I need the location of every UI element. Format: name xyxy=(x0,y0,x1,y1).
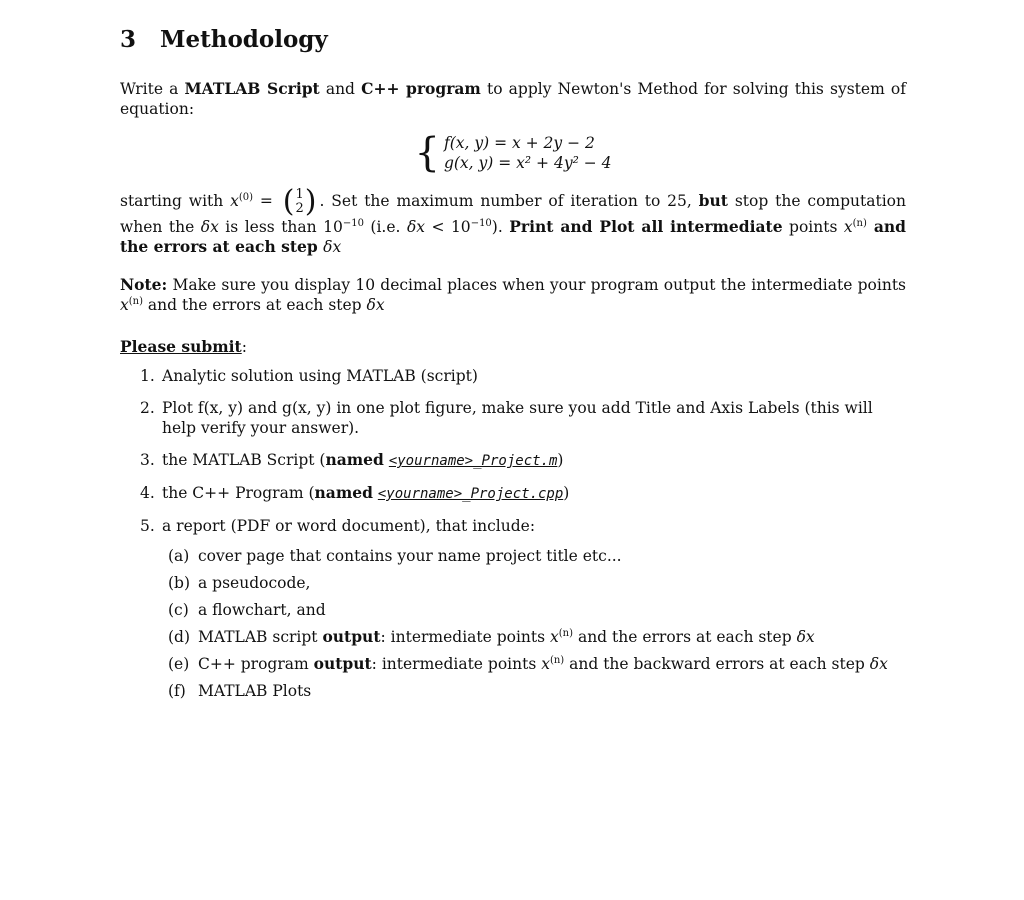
start-text: starting with xyxy=(120,192,231,210)
start-text: is less than 10 xyxy=(218,218,343,236)
list-bold: named xyxy=(325,450,384,469)
sublist-bold: output xyxy=(313,654,372,673)
math-x: x xyxy=(120,296,129,314)
list-label: 2. xyxy=(140,399,155,417)
start-text: . Set the maximum number of iteration to 25, xyxy=(319,192,699,210)
superscript: (0) xyxy=(238,191,254,203)
system-brace: { xyxy=(414,130,440,176)
sublist-item xyxy=(162,654,906,674)
math-x: x xyxy=(230,192,239,210)
start-text: (i.e. xyxy=(363,218,407,236)
submit-title: Please submit xyxy=(120,337,242,356)
start-text: < 10 xyxy=(425,218,471,236)
list-text: ) xyxy=(563,484,570,502)
list-text: ) xyxy=(557,451,564,469)
math-x: x xyxy=(550,628,559,646)
start-bold: but xyxy=(698,191,728,210)
intro-text: Write a xyxy=(120,80,185,98)
superscript: −10 xyxy=(342,217,364,229)
submit-list xyxy=(120,366,906,701)
sublist-label: (a) xyxy=(168,547,190,565)
math-dx: δx xyxy=(796,628,815,646)
intro-matlab: MATLAB Script xyxy=(184,79,320,98)
vector-cell: 1 xyxy=(295,187,304,202)
list-label: 4. xyxy=(140,484,155,502)
list-item xyxy=(120,483,906,504)
sublist-text: MATLAB script xyxy=(198,628,323,646)
sublist-bold: output xyxy=(322,627,381,646)
list-text: the C++ Program ( xyxy=(162,484,315,502)
section-number: 3 xyxy=(120,26,137,53)
list-label: 5. xyxy=(140,517,155,535)
section-heading xyxy=(120,26,906,53)
sublist-text: a flowchart, and xyxy=(198,601,326,619)
superscript: (n) xyxy=(852,217,867,229)
sublist-label: (f) xyxy=(168,682,186,700)
intro-text: and xyxy=(319,80,362,98)
list-bold: named xyxy=(314,483,373,502)
list-item xyxy=(120,366,906,386)
equation-system xyxy=(120,130,906,176)
intro-paragraph xyxy=(120,79,906,119)
sublist-text: : intermediate points xyxy=(380,628,551,646)
list-text: Plot f(x, y) and g(x, y) in one plot figure, make sure you add Title and Axis Labels (this will help verify your answer). xyxy=(162,399,873,437)
note-label: Note: xyxy=(120,275,168,294)
sublist-item xyxy=(162,627,906,647)
sublist-text: and the errors at each step xyxy=(573,628,797,646)
start-text: points xyxy=(782,218,844,236)
note-text: Make sure you display 10 decimal places when your program output the intermediate points xyxy=(167,276,906,294)
sublist-text: and the backward errors at each step xyxy=(564,655,870,673)
start-text: ). xyxy=(491,218,510,236)
list-item xyxy=(120,516,906,701)
start-bold: Print and Plot all intermediate xyxy=(509,217,783,236)
intro-text: to apply Newton's Method for solving this system of equation: xyxy=(120,80,906,118)
note-text: and the errors at each step xyxy=(143,296,367,314)
report-sublist xyxy=(162,546,906,701)
cpp-filename: <yourname>_Project.cpp xyxy=(377,486,564,502)
vector-cell: 2 xyxy=(295,201,304,216)
sublist-text: MATLAB Plots xyxy=(198,682,312,700)
start-text: = xyxy=(253,192,280,210)
superscript: (n) xyxy=(128,295,143,307)
submit-heading xyxy=(120,337,906,356)
superscript: (n) xyxy=(549,654,565,666)
sublist-item xyxy=(162,681,906,701)
equation-g: g(x, y) = x² + 4y² − 4 xyxy=(443,154,612,172)
math-dx: δx xyxy=(200,218,219,236)
submit-colon: : xyxy=(241,338,247,356)
superscript: −10 xyxy=(470,217,492,229)
list-item xyxy=(120,398,906,438)
list-text: Analytic solution using MATLAB (script) xyxy=(162,367,478,385)
list-label: 3. xyxy=(140,451,155,469)
sublist-text: : intermediate points xyxy=(371,655,542,673)
matlab-filename: <yourname>_Project.m xyxy=(388,453,558,469)
sublist-label: (d) xyxy=(168,628,191,646)
list-label: 1. xyxy=(140,367,155,385)
list-text: a report (PDF or word document), that include: xyxy=(162,517,536,535)
initial-vector: ( 1 2 ) xyxy=(282,184,317,219)
math-x: x xyxy=(843,218,853,236)
superscript: (n) xyxy=(558,627,574,639)
intro-cpp: C++ program xyxy=(361,79,481,98)
section-title: Methodology xyxy=(160,26,328,53)
math-dx: δx xyxy=(406,218,426,236)
math-dx: δx xyxy=(323,238,342,256)
equation-f: f(x, y) = x + 2y − 2 xyxy=(443,134,595,152)
document-page xyxy=(120,26,906,713)
math-dx: δx xyxy=(869,655,888,673)
sublist-item xyxy=(162,573,906,593)
sublist-text: cover page that contains your name project title etc... xyxy=(198,547,622,565)
sublist-label: (e) xyxy=(168,655,190,673)
sublist-item xyxy=(162,600,906,620)
sublist-text: a pseudocode, xyxy=(198,574,311,592)
start-text: stop the computation when the xyxy=(120,192,906,236)
sublist-label: (c) xyxy=(168,601,189,619)
note-paragraph xyxy=(120,275,906,315)
math-dx: δx xyxy=(366,296,385,314)
sublist-text: C++ program xyxy=(198,655,314,673)
sublist-item xyxy=(162,546,906,566)
start-bold: and the errors at each step xyxy=(120,217,906,256)
sublist-label: (b) xyxy=(168,574,191,592)
start-paragraph xyxy=(120,184,906,257)
list-item xyxy=(120,450,906,471)
list-text: the MATLAB Script ( xyxy=(162,451,326,469)
math-x: x xyxy=(541,655,550,673)
